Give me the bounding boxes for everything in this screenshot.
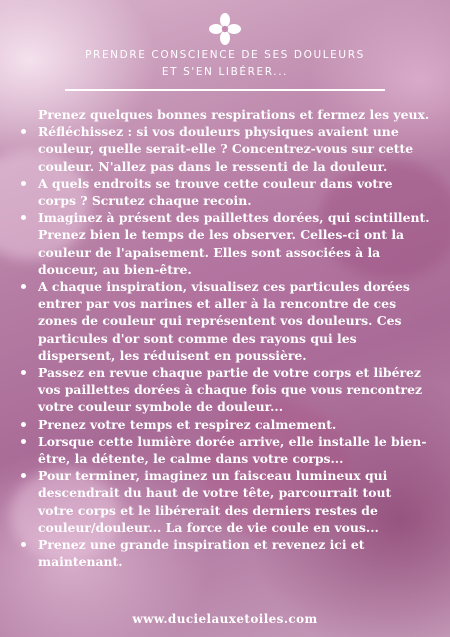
bullet-icon xyxy=(21,284,26,289)
bullet-icon xyxy=(21,542,26,547)
list-item xyxy=(20,123,430,175)
step-text: A quels endroits se trouve cette couleur dans votre corps ? Scrutez chaque recoin. xyxy=(38,175,393,209)
step-text: Prenez une grande inspiration et revenez ici et maintenant. xyxy=(38,537,365,570)
exercise-text xyxy=(20,106,430,570)
list-item xyxy=(20,536,430,570)
page-title-line-1: PRENDRE CONSCIENCE DE SES DOULEURS xyxy=(85,49,365,61)
step-text: Passez en revue chaque partie de votre corps et libérez vos paillettes dorées à chaque fois que vous rencontrez votre couleur symbole de douleur... xyxy=(38,365,423,415)
step-text: Pour terminer, imaginez un faisceau lumineux qui descendrait du haut de votre tête, parcourrait tout votre corps et le libérerait des derniers restes de couleur/douleur... La force de vie coule en vous... xyxy=(38,468,392,535)
list-item xyxy=(20,467,430,536)
list-item xyxy=(20,209,430,278)
website-link[interactable]: www.ducielauxetoiles.com xyxy=(132,612,318,626)
step-text: Imaginez à présent des paillettes dorées, qui scintillent. Prenez bien le temps de les observer. Celles-ci ont la couleur de l'apaisement. Elles sont associées à la douceur, au bien-être. xyxy=(38,210,430,277)
step-text: Prenez votre temps et respirez calmement. xyxy=(38,416,337,432)
bullet-icon xyxy=(21,439,26,444)
bullet-icon xyxy=(21,215,26,220)
page-title-line-2: ET S'EN LIBÉRER... xyxy=(161,66,289,78)
steps-list xyxy=(20,123,430,570)
list-item xyxy=(20,416,430,433)
flower-icon xyxy=(208,12,242,46)
step-text: Lorsque cette lumière dorée arrive, elle installe le bien-être, la détente, le calme dans votre corps... xyxy=(38,433,427,467)
header xyxy=(0,0,450,96)
step-text: A chaque inspiration, visualisez ces particules dorées entrer par vos narines et aller à la rencontre de ces zones de couleur qui représentent vos douleurs. Ces particules d'or sont comme des rayons qui les dispersent, les réduisent en poussière. xyxy=(38,279,410,363)
intro-text: Prenez quelques bonnes respirations et fermez les yeux. xyxy=(38,107,430,122)
bullet-icon xyxy=(21,422,26,427)
list-item xyxy=(20,433,430,467)
bullet-icon xyxy=(21,370,26,375)
list-item xyxy=(20,364,430,416)
list-item xyxy=(20,278,430,364)
step-text: Réfléchissez : si vos douleurs physiques avaient une couleur, quelle serait-elle ? Concentrez-vous sur cette couleur. N'allez pas dans le ressenti de la douleur. xyxy=(38,124,414,174)
list-item xyxy=(20,175,430,209)
bullet-icon xyxy=(21,181,26,186)
title-divider xyxy=(65,89,385,91)
bullet-icon xyxy=(21,473,26,478)
bullet-icon xyxy=(21,129,26,134)
